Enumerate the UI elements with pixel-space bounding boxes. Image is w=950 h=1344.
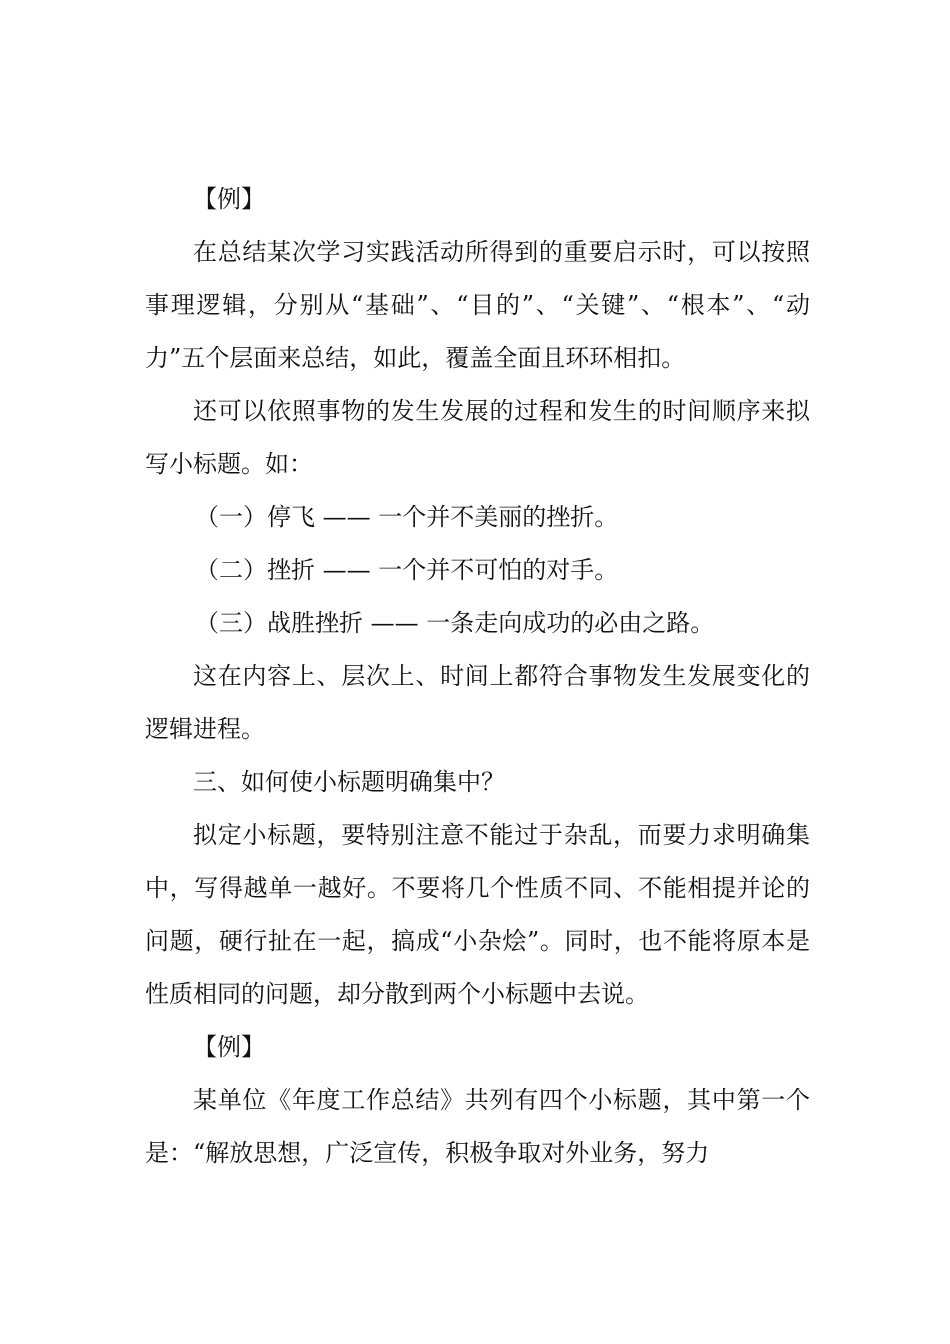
example-label: 【例】 <box>193 185 265 213</box>
body-paragraph: 某单位《年度工作总结》共列有四个小标题，其中第一个是：“解放思想，广泛宣传，积极争取对外业务，努力 <box>145 1086 810 1167</box>
list-item-text: （三）战胜挫折 —— 一条走向成功的必由之路。 <box>195 609 715 637</box>
body-paragraph: 这在内容上、层次上、时间上都符合事物发生发展变化的逻辑进程。 <box>145 662 810 743</box>
body-paragraph: 在总结某次学习实践活动所得到的重要启示时，可以按照事理逻辑，分别从“基础”、“目的”、“关键”、“根本”、“动力”五个层面来总结，如此，覆盖全面且环环相扣。 <box>145 238 810 372</box>
list-item <box>145 544 810 597</box>
list-item <box>145 491 810 544</box>
body-paragraph: 还可以依照事物的发生发展的过程和发生的时间顺序来拟写小标题。如： <box>145 397 810 478</box>
example-label: 【例】 <box>193 1033 265 1061</box>
list-item-text: （一）停飞 —— 一个并不美丽的挫折。 <box>195 503 619 531</box>
list-item <box>145 597 810 650</box>
document-body <box>145 173 810 1180</box>
body-paragraph: 拟定小标题，要特别注意不能过于杂乱，而要力求明确集中，写得越单一越好。不要将几个性质不同、不能相提并论的问题，硬行扯在一起，搞成“小杂烩”。同时，也不能将原本是性质相同的问题，却分散到两个小标题中去说。 <box>145 821 810 1008</box>
section-heading: 三、如何使小标题明确集中？ <box>193 768 505 796</box>
list-item-text: （二）挫折 —— 一个并不可怕的对手。 <box>195 556 619 584</box>
